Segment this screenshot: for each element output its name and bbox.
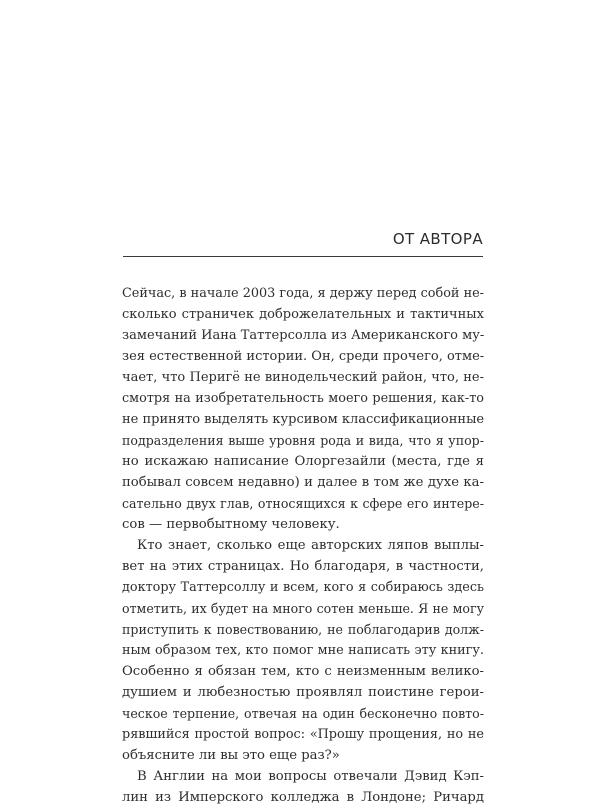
body-text xyxy=(122,283,484,808)
section-title: ОТ АВТОРА xyxy=(392,230,483,248)
text-line: сов — первобытному человеку. xyxy=(122,517,340,532)
text-line: лин из Имперского колледжа в Лондоне; Ричард xyxy=(122,790,484,805)
header-rule xyxy=(123,256,483,257)
text-line: приступить к повествованию, не поблагодарив долж- xyxy=(122,622,484,637)
text-line: сколько страничек доброжелательных и тактичных xyxy=(122,307,484,322)
text-line: ческое терпение, отвечая на один бесконечно повто- xyxy=(122,706,484,721)
text-line: Особенно я обязан тем, кто с неизменным велико- xyxy=(122,664,484,679)
text-line: душием и любезностью проявлял поистине герои- xyxy=(122,685,484,700)
section-header xyxy=(123,229,483,257)
text-line: Кто знает, сколько еще авторских ляпов выплы- xyxy=(137,538,484,553)
text-line: отметить, их будет на много сотен меньше. Я не могу xyxy=(122,601,484,616)
text-line: чает, что Перигё не винодельческий район, что, не- xyxy=(122,370,484,385)
text-line: вет на этих страницах. Но благодаря, в частности, xyxy=(122,559,484,574)
text-line: ным образом тех, кто помог мне написать эту книгу. xyxy=(122,643,484,658)
text-line: Сейчас, в начале 2003 года, я держу перед собой не- xyxy=(122,286,484,301)
text-line: сательно двух глав, относящихся к сфере его интере- xyxy=(122,496,484,511)
text-line: объясните ли вы это еще раз?» xyxy=(122,748,340,763)
text-line: замечаний Иана Таттерсолла из Американского му- xyxy=(122,328,485,343)
text-line: доктору Таттерсоллу и всем, кого я собираюсь здесь xyxy=(122,580,484,595)
text-line: но искажаю написание Олоргезайли (места, где я xyxy=(122,454,484,469)
text-line: зея естественной истории. Он, среди прочего, отме- xyxy=(122,349,485,364)
text-line: побывал совсем недавно) и далее в том же духе ка- xyxy=(122,475,484,490)
text-line: рявшийся простой вопрос: «Прошу прощения, но не xyxy=(122,727,484,742)
text-line: не принято выделять курсивом классификационные xyxy=(122,412,485,427)
text-line: смотря на изобретательность моего решения, как-то xyxy=(122,391,484,406)
text-line: В Англии на мои вопросы отвечали Дэвид Кэп- xyxy=(137,769,484,784)
text-line: подразделения выше уровня рода и вида, что я упор- xyxy=(122,433,484,448)
